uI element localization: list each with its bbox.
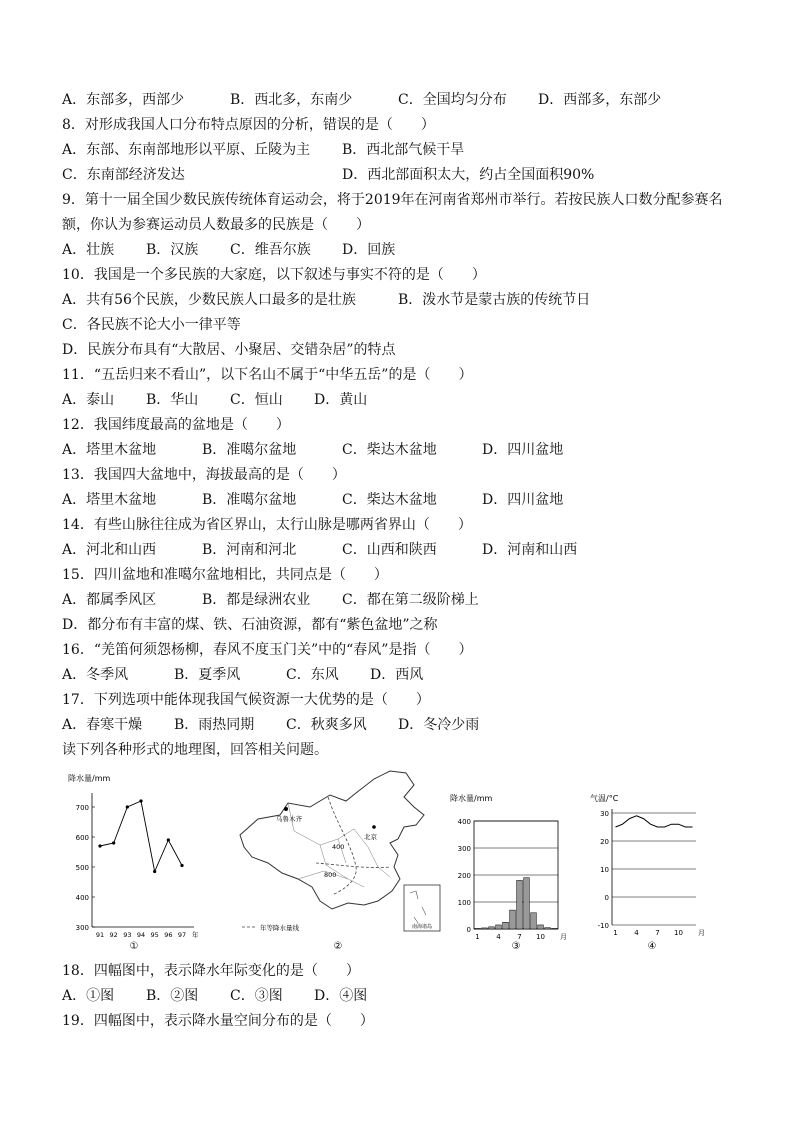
fig3-bar [531, 913, 537, 929]
question-19-stem: 19．四幅图中，表示降水量空间分布的是（ ） [62, 1013, 374, 1029]
fig1-data-point [126, 805, 129, 808]
question-13-stem: 13．我国四大盆地中，海拔最高的是（ ） [62, 467, 346, 483]
fig3-bar [538, 925, 544, 929]
figure-1-annual-precipitation-chart [62, 767, 212, 957]
q10-option-c: C．各民族不论大小一律平等 [62, 317, 241, 333]
option-d: D．④图 [314, 988, 368, 1004]
fig1-data-point [139, 799, 142, 802]
figure-4-monthly-temperature-chart [584, 767, 714, 957]
fig4-x-tick-label: 10 [674, 929, 683, 937]
fig1-data-point [167, 838, 170, 841]
figures-intro: 读下列各种形式的地理图，回答相关问题。 [62, 742, 328, 758]
fig1-x-tick-label: 93 [123, 931, 132, 939]
q15-option-d: D．都分布有丰富的煤、铁、石油资源，都有“紫色盆地”之称 [62, 617, 438, 633]
question-9-stem: 9．第十一届全国少数民族传统体育运动会，将于2019年在河南省郑州市举行。若按民族人口数分配参赛名额，你认为参赛运动员人数最多的民族是（ ） [62, 192, 723, 233]
q16-options [62, 663, 742, 688]
q12-options [62, 438, 742, 463]
option-b: B．河南和河北 [202, 542, 297, 558]
fig4-ylabel: 气温/°C [590, 794, 619, 803]
question-10-stem: 10．我国是一个多民族的大家庭，以下叙述与事实不符的是（ ） [62, 267, 486, 283]
fig1-x-tick-label: 95 [150, 931, 159, 939]
option-c: C．山西和陕西 [342, 542, 437, 558]
q10-options-row1 [62, 288, 742, 313]
option-b: B．雨热同期 [174, 717, 255, 733]
fig3-bar [545, 928, 551, 929]
option-b: B．都是绿洲农业 [202, 592, 311, 608]
fig1-data-point [180, 864, 183, 867]
china-outline [240, 771, 424, 909]
option-c: C．维吾尔族 [230, 242, 311, 258]
option-a: A．河北和山西 [62, 542, 157, 558]
fig1-data-point [98, 844, 101, 847]
question-17-stem: 17．下列选项中能体现我国气候资源一大优势的是（ ） [62, 692, 430, 708]
option-c: C．秋爽多风 [286, 717, 367, 733]
q7-options [62, 88, 742, 113]
inset-islands [410, 891, 426, 923]
inset-label: 南海诸岛 [411, 924, 433, 930]
fig4-x-tick-label: 1 [613, 929, 618, 937]
fig1-series-line [100, 801, 182, 872]
fig3-bar [517, 880, 523, 929]
fig3-bar [475, 928, 481, 929]
question-11-stem: 11．“五岳归来不看山”，以下名山不属于“中华五岳”的是（ ） [62, 367, 473, 383]
option-c: C．柴达木盆地 [342, 442, 437, 458]
label-urumqi: 乌鲁木齐 [276, 815, 302, 823]
option-a: A．塔里木盆地 [62, 492, 157, 508]
option-a: A．泰山 [62, 392, 115, 408]
option-a: A．春寒干燥 [62, 717, 143, 733]
q8-options-row1 [62, 138, 742, 163]
fig3-y-tick-label: 300 [457, 845, 471, 853]
fig1-data-point [153, 870, 156, 873]
fig1-x-tick-label: 94 [136, 931, 146, 939]
option-d: D．回族 [342, 242, 396, 258]
fig4-x-tick-label: 4 [634, 929, 639, 937]
fig1-y-tick-label: 300 [75, 924, 89, 932]
fig3-bar [552, 928, 558, 929]
fig3-y-tick-label: 100 [457, 899, 471, 907]
fig1-x-tick-label: 92 [109, 931, 118, 939]
fig3-caption: ③ [511, 941, 521, 952]
beijing-marker [372, 825, 376, 829]
fig3-x-tick-label: 4 [496, 933, 501, 941]
fig1-x-tick-label: 97 [177, 931, 187, 939]
option-a: A．东部多，西部少 [62, 92, 185, 108]
option-d: D．四川盆地 [482, 492, 564, 508]
fig4-y-tick-label: 20 [600, 838, 609, 846]
option-c: C．东南部经济发达 [62, 167, 185, 183]
urumqi-marker [284, 807, 288, 811]
fig1-x-unit: 年 [192, 931, 199, 939]
question-15-stem: 15．四川盆地和准噶尔盆地相比，共同点是（ ） [62, 567, 388, 583]
label-isohyet-800: 800 [324, 871, 337, 879]
label-isohyet-400: 400 [332, 843, 345, 851]
option-d: D．西风 [370, 667, 424, 683]
option-d: D．四川盆地 [482, 442, 564, 458]
fig4-x-tick-label: 7 [655, 929, 660, 937]
fig4-y-tick-label: 10 [600, 866, 609, 874]
option-b: B．西北部气候干旱 [342, 142, 465, 158]
fig1-ylabel: 降水量/mm [68, 774, 111, 783]
fig4-y-tick-label: 0 [604, 894, 609, 902]
option-b: B．②图 [146, 988, 199, 1004]
fig3-x-tick-label: 7 [517, 933, 522, 941]
option-a: A．①图 [62, 988, 115, 1004]
fig3-x-tick-label: 10 [536, 933, 545, 941]
option-d: D．河南和山西 [482, 542, 578, 558]
question-16-stem: 16．“羌笛何须怨杨柳，春风不度玉门关”中的“春风”是指（ ） [62, 642, 473, 658]
option-a: A．共有56个民族，少数民族人口最多的是壮族 [62, 292, 356, 308]
exam-page [62, 88, 742, 1034]
option-a: A．塔里木盆地 [62, 442, 157, 458]
option-c: C．恒山 [230, 392, 283, 408]
option-d: D．冬冷少雨 [398, 717, 480, 733]
option-c: C．③图 [230, 988, 283, 1004]
q17-options [62, 713, 742, 738]
fig3-y-tick-label: 200 [457, 872, 471, 880]
option-d: D．黄山 [314, 392, 368, 408]
option-c: C．东风 [286, 667, 339, 683]
option-b: B．夏季风 [174, 667, 241, 683]
question-18-stem: 18．四幅图中，表示降水年际变化的是（ ） [62, 963, 360, 979]
q13-options [62, 488, 742, 513]
option-c: C．都在第二级阶梯上 [342, 592, 479, 608]
fig1-caption: ① [129, 941, 139, 952]
option-a: A．壮族 [62, 242, 115, 258]
fig3-bar [510, 910, 516, 929]
legend-isohyet-label: 年等降水量线 [260, 924, 299, 932]
fig1-x-tick-label: 96 [164, 931, 173, 939]
option-b: B．汉族 [146, 242, 199, 258]
option-b: B．西北多，东南少 [230, 92, 353, 108]
q14-options [62, 538, 742, 563]
fig1-y-tick-label: 500 [75, 864, 89, 872]
question-14-stem: 14．有些山脉往往成为省区界山，太行山脉是哪两省界山（ ） [62, 517, 472, 533]
q10-option-d: D．民族分布具有“大散居、小聚居、交错杂居”的特点 [62, 342, 396, 358]
fig4-temperature-line [616, 816, 693, 827]
fig2-caption: ② [333, 941, 343, 952]
q9-options [62, 238, 742, 263]
option-b: B．华山 [146, 392, 199, 408]
question-12-stem: 12．我国纬度最高的盆地是（ ） [62, 417, 290, 433]
fig3-y-tick-label: 0 [466, 926, 471, 934]
option-b: B．准噶尔盆地 [202, 442, 297, 458]
option-d: D．西北部面积太大，约占全国面积90% [342, 167, 595, 183]
q8-options-row2 [62, 163, 742, 188]
fig3-bar [482, 928, 488, 929]
fig4-x-unit: 月 [698, 929, 705, 937]
fig4-y-tick-label: -10 [597, 922, 609, 930]
option-a: A．东部、东南部地形以平原、丘陵为主 [62, 142, 311, 158]
fig3-x-unit: 月 [560, 933, 567, 941]
fig1-data-point [112, 841, 115, 844]
option-d: D．西部多，东部少 [538, 92, 662, 108]
fig1-y-tick-label: 700 [75, 804, 89, 812]
fig1-x-tick-label: 91 [95, 931, 105, 939]
fig3-bar [496, 925, 502, 929]
fig3-y-tick-label: 400 [457, 818, 471, 826]
option-b: B．准噶尔盆地 [202, 492, 297, 508]
q11-options [62, 388, 742, 413]
option-a: A．冬季风 [62, 667, 129, 683]
option-a: A．都属季风区 [62, 592, 157, 608]
figures-row [62, 767, 742, 959]
fig4-y-tick-label: 30 [600, 810, 609, 818]
fig3-bar [503, 922, 509, 929]
q15-options-row1 [62, 588, 742, 613]
fig3-x-tick-label: 1 [475, 933, 480, 941]
option-c: C．柴达木盆地 [342, 492, 437, 508]
fig1-y-tick-label: 400 [75, 894, 89, 902]
figure-2-precipitation-map [228, 767, 448, 957]
q18-options [62, 984, 742, 1009]
fig4-caption: ④ [647, 941, 657, 952]
option-b: B．泼水节是蒙古族的传统节日 [398, 292, 591, 308]
fig3-ylabel: 降水量/mm [450, 794, 493, 803]
fig3-bar [489, 927, 495, 929]
option-c: C．全国均匀分布 [398, 92, 507, 108]
figure-3-monthly-precipitation-chart [446, 767, 576, 957]
question-8-stem: 8．对形成我国人口分布特点原因的分析，错误的是（ ） [62, 117, 435, 133]
isohyet-800-line [316, 863, 390, 868]
fig1-y-tick-label: 600 [75, 834, 89, 842]
fig3-bar [524, 878, 530, 929]
label-beijing: 北京 [364, 833, 377, 841]
